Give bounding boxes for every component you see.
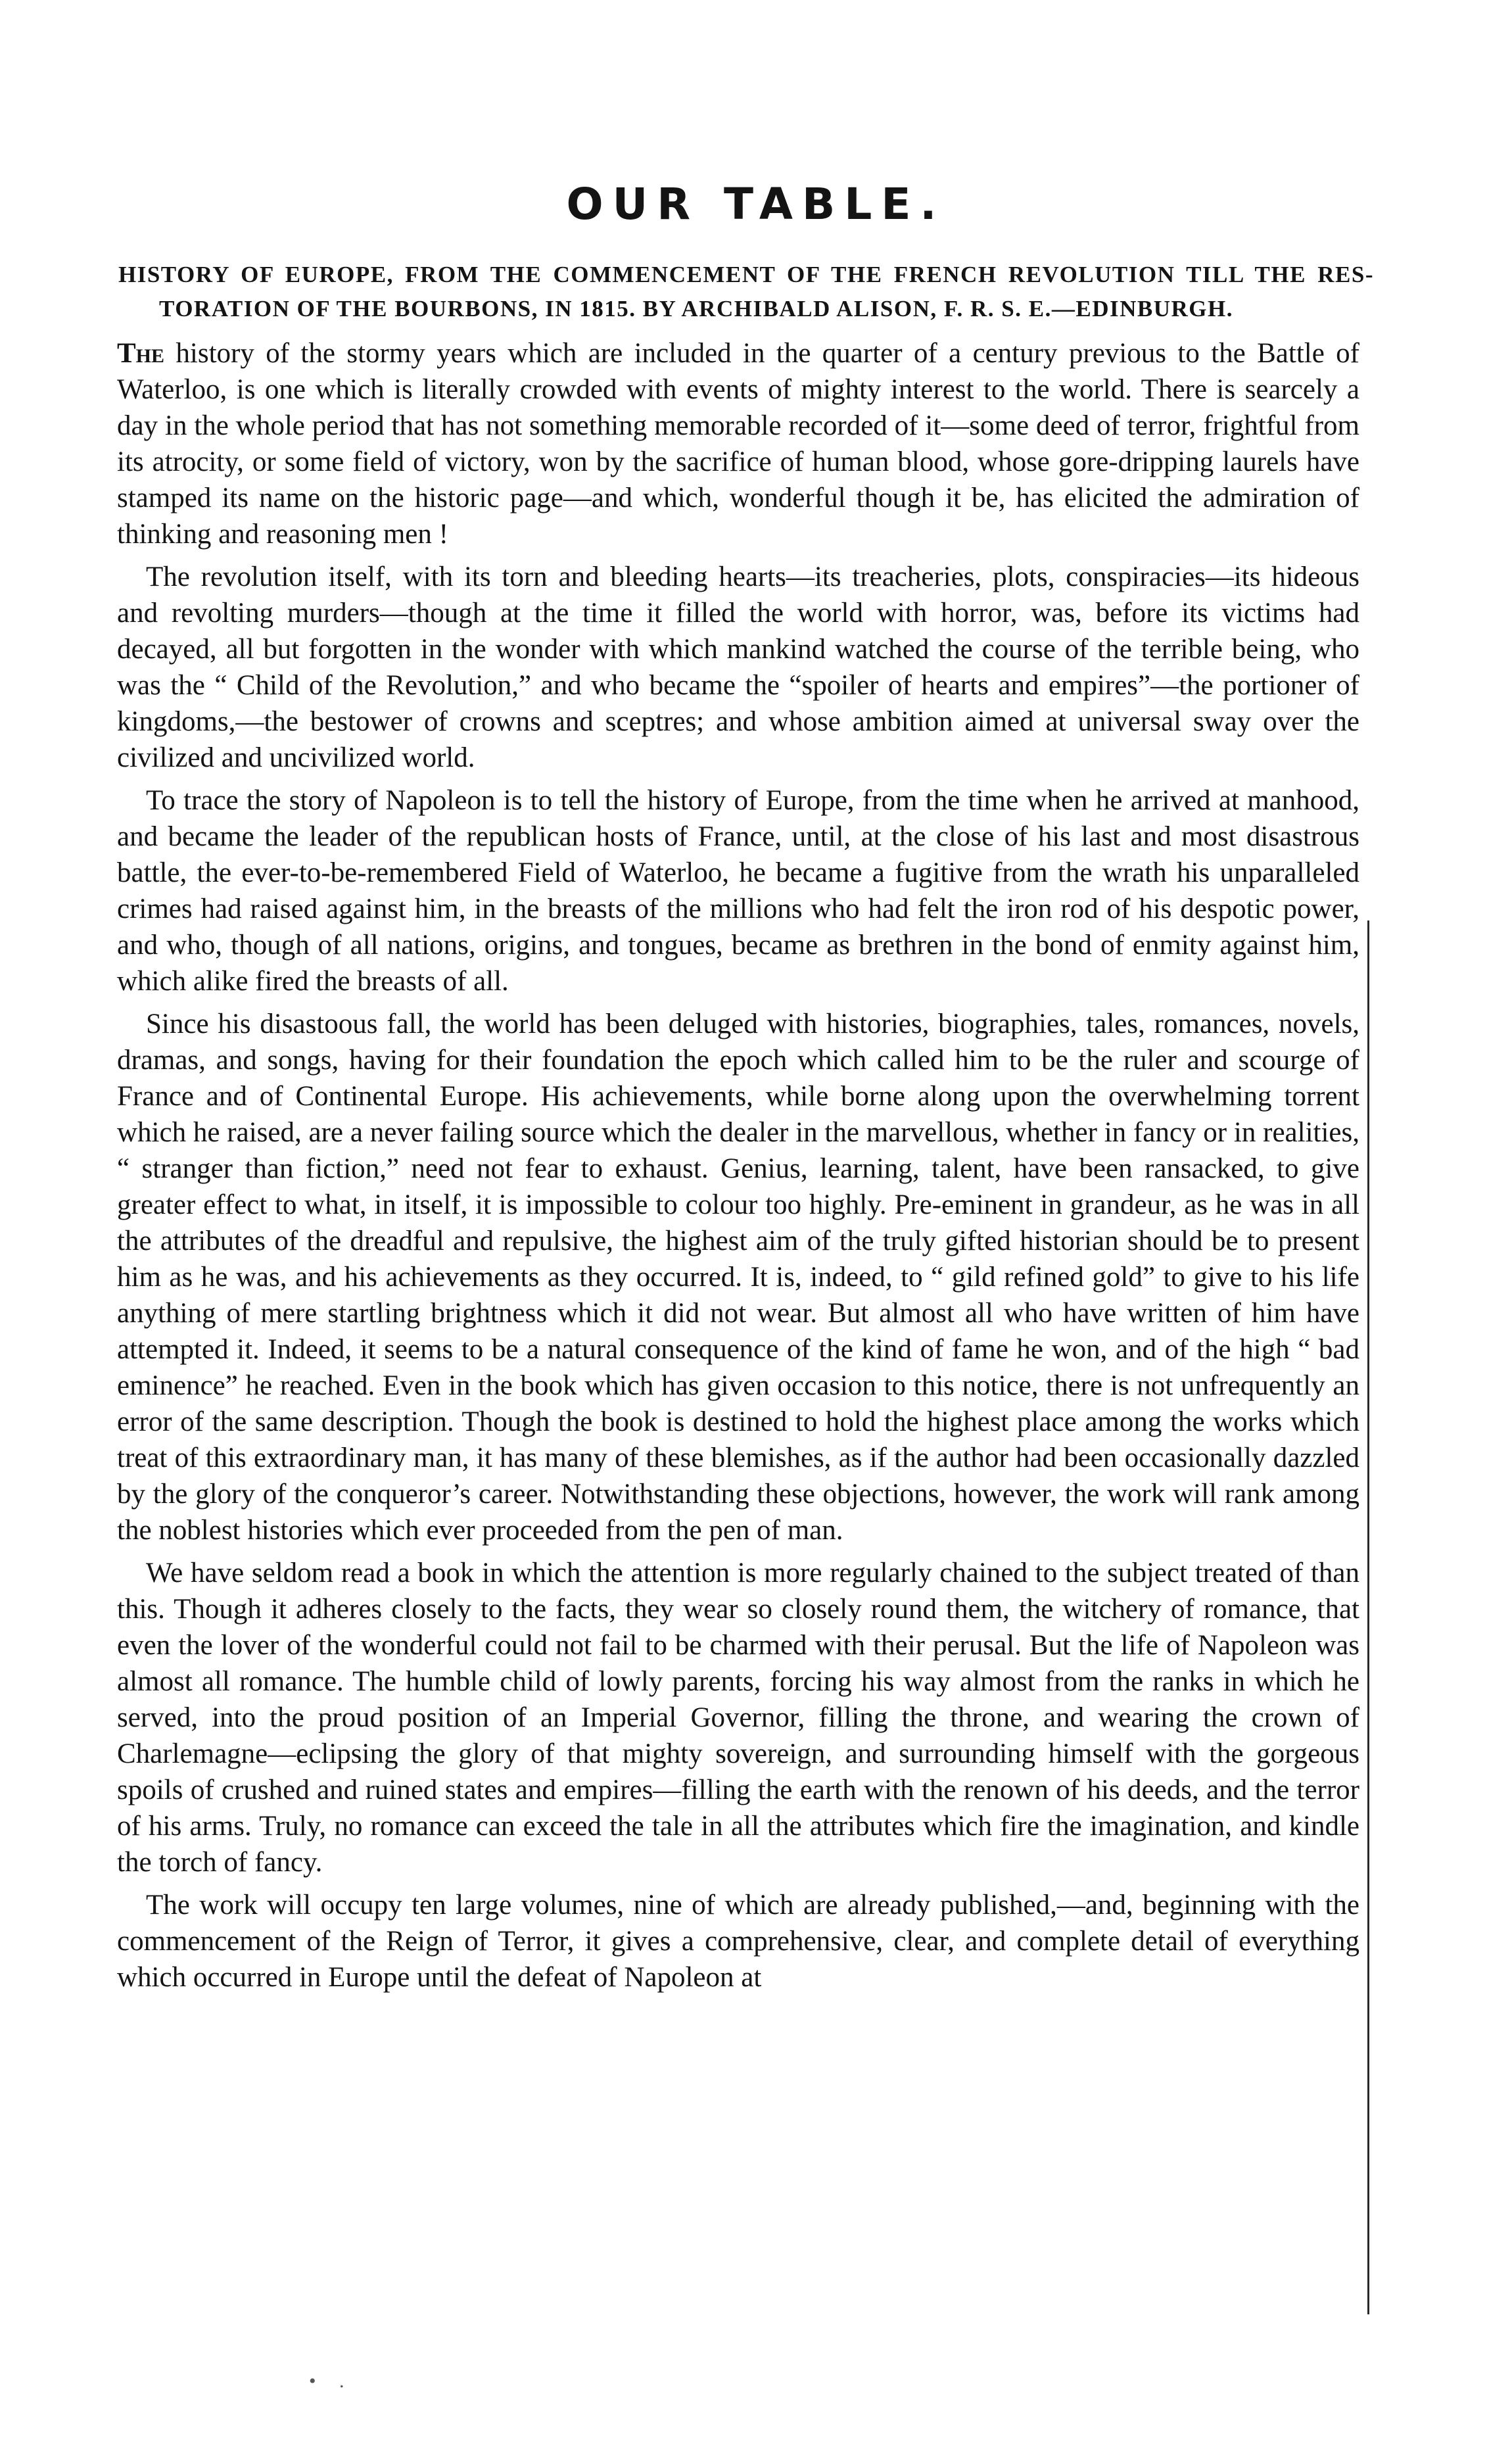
paragraph-2: The revolution itself, with its torn and bleeding hearts—its treacheries, plots, conspiracies—its hideous and revolting murders—though at the time it filled the world with horror, was, before its victims had decayed, all but forgotten in the wonder with which mankind watched the course of the terrible being, who was the “ Child of the Revolution,” and who became the “spoiler of hearts and empires”—the portioner of kingdoms,—the bestower of crowns and sceptres; and whose ambition aimed at universal sway over the civilized and uncivilized world. — [117, 561, 1359, 773]
review-body — [117, 335, 1359, 2002]
paragraph-text: history of the stormy years which are included in the quarter of a century previous to the Battle of Waterloo, is one which is literally crowded with events of mighty interest to the world. There is searcely a day in the whole period that has not something memorable recorded of it—some deed of terror, frightful from its atrocity, or some field of victory, won by the sacrifice of human blood, whose gore-dripping laurels have stamped its name on the historic page—and which, wonderful though it be, has elicited the admiration of thinking and reasoning men ! — [117, 338, 1359, 550]
page-title: OUR TABLE. — [566, 179, 946, 229]
paragraph-4: Since his disastoous fall, the world has been deluged with histories, biographies, tales, romances, novels, dramas, and songs, having for their foundation the epoch which called him to be the ruler and scourge of France and of Continental Europe. His achievements, while borne along upon the overwhelming torrent which he raised, are a never failing source which the dealer in the marvellous, whether in fancy or in realities, “ stranger than fiction,” need not fear to exhaust. Genius, learning, talent, have been ransacked, to give greater effect to what, in itself, it is impossible to colour too highly. Pre-eminent in grandeur, as he was in all the attributes of the dreadful and repulsive, the highest aim of the truly gifted historian should be to present him as he was, and his achievements as they occurred. It is, indeed, to “ gild refined gold” to give to his life anything of mere startling brightness which it did not wear. But almost all who have written of him have attempted it. Indeed, it seems to be a natural consequence of the kind of fame he won, and of the high “ bad eminence” he reached. Even in the book which has given occasion to this notice, there is not unfrequently an error of the same description. Though the book is destined to hold the highest place among the works which treat of this extraordinary man, it has many of these blemishes, as if the author had been occasionally dazzled by the glory of the conqueror’s career. Notwithstanding these objections, however, the work will rank among the noblest histories which ever proceeded from the pen of man. — [117, 1009, 1359, 1546]
page-mark: • . — [309, 2370, 354, 2392]
review-heading-line-1: HISTORY OF EUROPE, FROM THE COMMENCEMENT OF THE FRENCH REVOLUTION TILL THE RES- — [118, 262, 1374, 287]
paragraph-5: We have seldom read a book in which the attention is more regularly chained to the subject treated of than this. Though it adheres closely to the facts, they wear so closely round them, the witchery of romance, that even the lover of the wonderful could not fail to be charmed with their perusal. But the life of Napoleon was almost all romance. The humble child of lowly parents, forcing his way almost from the ranks in which he served, into the proud position of an Imperial Governor, filling the throne, and wearing the crown of Charlemagne—eclipsing the glory of that mighty sovereign, and surrounding himself with the gorgeous spoils of crushed and ruined states and empires—filling the earth with the renown of his deeds, and the terror of his arms. Truly, no romance can exceed the tale in all the attributes which fire the imagination, and kindle the torch of fancy. — [117, 1558, 1359, 1878]
paragraph-6: The work will occupy ten large volumes, nine of which are already published,—and, beginning with the commencement of the Reign of Terror, it gives a comprehensive, clear, and complete detail of everything which occurred in Europe until the defeat of Napoleon at — [117, 1890, 1359, 1993]
paragraph-3: To trace the story of Napoleon is to tell the history of Europe, from the time when he arrived at manhood, and became the leader of the republican hosts of France, until, at the close of his last and most disastrous battle, the ever-to-be-remembered Field of Waterloo, he became a fugitive from the wrath his unparalleled crimes had raised against him, in the breasts of the millions who had felt the iron rod of his despotic power, and who, though of all nations, origins, and tongues, became as brethren in the bond of enmity against him, which alike fired the breasts of all. — [117, 785, 1359, 997]
margin-rule — [1367, 920, 1369, 2314]
review-heading — [118, 258, 1374, 326]
paragraph-1 — [117, 335, 1359, 552]
paragraph-lead-word: The — [117, 338, 165, 369]
review-heading-line-2: TORATION OF THE BOURBONS, IN 1815. BY ARCHIBALD ALISON, F. R. S. E.—EDINBURGH. — [159, 296, 1233, 322]
